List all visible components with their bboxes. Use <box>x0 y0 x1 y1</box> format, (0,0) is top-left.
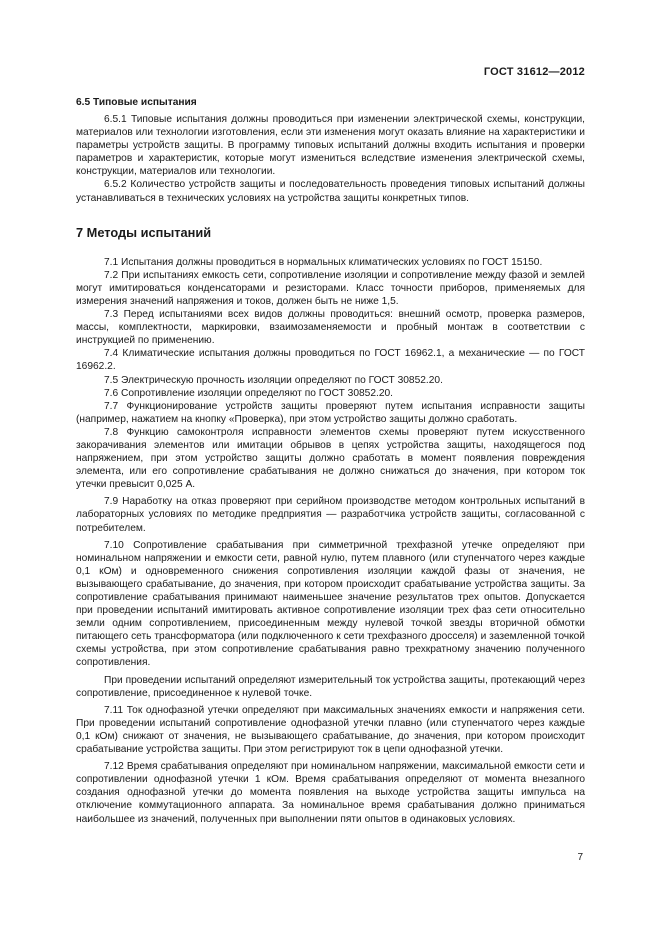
paragraph-7-6: 7.6 Сопротивление изоляции определяют по ГОСТ 30852.20. <box>104 387 394 399</box>
paragraph-7-10: 7.10 Сопротивление срабатывания при симметричной трехфазной утечке определяют при номинальном напряжении и емкости сети, равной нулю, путем плавного (или ступенчатого через каждые 0,1 кОм) и одновременного снижения сопротивления изоляции каждой фазы от значения, не вызывающего срабатывание, до значения, при котором происходит срабатывание устройства защиты. За сопротивление срабатывания принимают наименьшее значение результатов трех опытов. Допускается при проведении испытаний имитировать активное сопротивление изоляции трех фаз сети относительно земли одним сопротивлением, присоединенным между нулевой точкой звезды вторичной обмотки питающего сеть трансформатора (или подключенного к сети трехфазного дросселя) и заземленной точкой схемы устройства, при этом сопротивление срабатывания равно трехкратному значению полученного сопротивления. <box>76 539 585 669</box>
paragraph-6-5-1: 6.5.1 Типовые испытания должны проводиться при изменении электрической схемы, конструкции, материалов или технологии изготовления, если эти изменения могут оказать влияние на характеристики и параметры устройств защиты. В программу типовых испытаний должны входить испытания и проверки параметров и характеристик, которые могут измениться вследствие изменения электрической схемы, конструкции, материалов или технологии. <box>76 114 585 178</box>
paragraph-7-10-note: При проведении испытаний определяют измерительный ток устройства защиты, протекающий через сопротивление, присоединенное к нулевой точке. <box>76 674 585 699</box>
document-code: ГОСТ 31612—2012 <box>483 66 585 78</box>
section-6-5-heading: 6.5 Типовые испытания <box>76 97 197 108</box>
paragraph-7-9: 7.9 Наработку на отказ проверяют при серийном производстве методом контрольных испытаний в лабораторных условиях по методике предприятия — разработчика устройств защиты, согласованной с потребителем. <box>76 496 585 534</box>
page-number: 7 <box>577 852 583 863</box>
paragraph-7-2: 7.2 При испытаниях емкость сети, сопротивление изоляции и сопротивление между фазой и землей могут имитироваться конденсаторами и резисторами. Класс точности приборов, применяемых для измерения значений напряжения и токов, должен быть не ниже 1,5. <box>76 269 585 307</box>
paragraph-7-8: 7.8 Функцию самоконтроля исправности элементов схемы проверяют путем искусственного закорачивания элементов или имитации обрывов в цепях устройства защиты, находящегося под напряжением, при этом устройство защиты должно сработать в момент появления повреждения элемента, или его сопротивление срабатывания не должно снижаться до значения, при котором ток утечки превысит 0,025 А. <box>76 426 585 491</box>
paragraph-7-4: 7.4 Климатические испытания должны проводиться по ГОСТ 16962.1, а механические — по ГОСТ 16962.2. <box>76 348 585 373</box>
page-body <box>76 96 585 826</box>
paragraph-7-11: 7.11 Ток однофазной утечки определяют при максимальных значениях емкости и напряжения сети. При проведении испытаний сопротивление однофазной утечки плавно (или ступенчатого через каждые 0,1 кОм) снижают от значения, не вызывающего срабатывание, до значения, при котором происходит срабатывание устройства защиты. При этом регистрируют ток в цепи однофазной утечки. <box>76 704 585 756</box>
paragraph-7-5: 7.5 Электрическую прочность изоляции определяют по ГОСТ 30852.20. <box>104 374 443 386</box>
paragraph-6-5-2: 6.5.2 Количество устройств защиты и последовательность проведения типовых испытаний должны устанавливаться в технических условиях на устройства защиты конкретных типов. <box>76 179 585 204</box>
paragraph-7-3: 7.3 Перед испытаниями всех видов должны проводиться: внешний осмотр, проверка размеров, массы, комплектности, маркировки, взаимозаменяемости и пробный монтаж в соответствии с инструкцией по применению. <box>76 309 585 347</box>
paragraph-7-12: 7.12 Время срабатывания определяют при номинальном напряжении, максимальной емкости сети и сопротивлении однофазной утечки 1 кОм. Время срабатывания определяют от момента внезапного создания однофазной утечки до момента появления на выходе устройства защиты импульса на отключение коммутационного аппарата. За номинальное время срабатывания должно приниматься наибольшее из значений, полученных при выполнении пяти опытов в одинаковых условиях. <box>76 761 585 825</box>
paragraph-7-1: 7.1 Испытания должны проводиться в нормальных климатических условиях по ГОСТ 15150. <box>104 256 543 268</box>
paragraph-7-7: 7.7 Функционирование устройств защиты проверяют путем испытания исправности защиты (например, нажатием на кнопку «Проверка), при этом устройство защиты должно сработать. <box>76 400 585 425</box>
section-7-heading: 7 Методы испытаний <box>76 224 212 240</box>
